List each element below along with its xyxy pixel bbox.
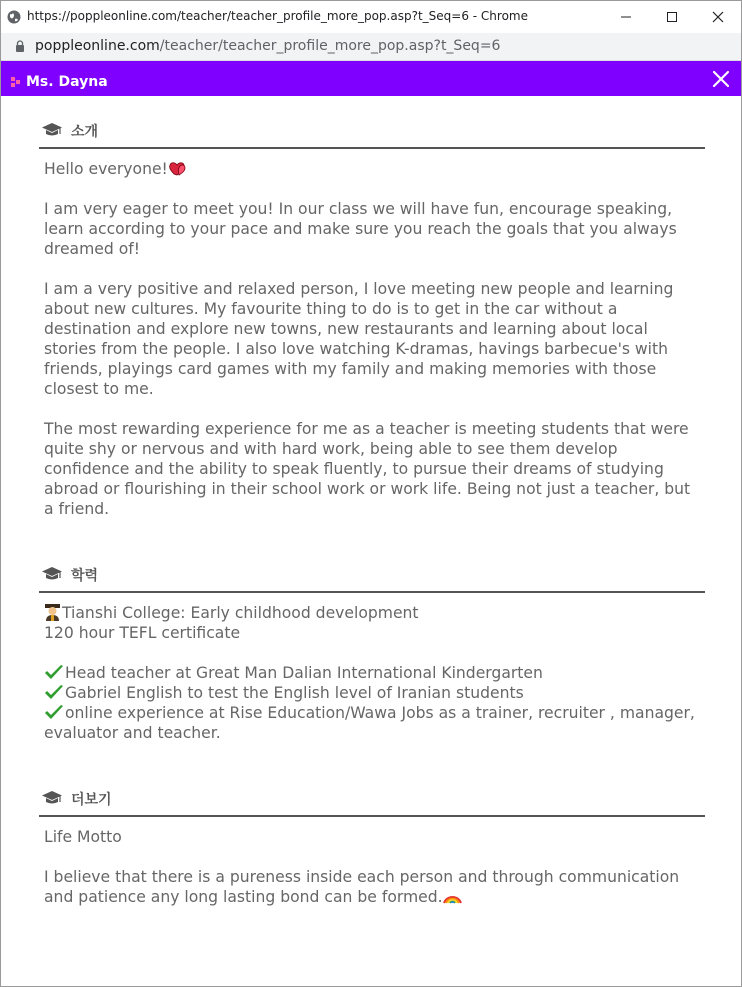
url-host: poppleonline.com: [35, 38, 160, 54]
section-title: 더보기: [71, 792, 112, 808]
intro-paragraph: I am very eager to meet you! In our class we will have fun, encourage speaking, learn according to your pace and make sure you reach the goals that you always dreamed of!: [44, 200, 677, 258]
profile-content: [39, 97, 705, 907]
section-header-more: [39, 779, 705, 817]
experience-text: online experience at Rise Education/Wawa Jobs as a trainer, recruiter , manager, evaluator and teacher.: [44, 704, 695, 742]
window-close-button[interactable]: [695, 1, 741, 33]
experience-item: [44, 683, 700, 703]
heart-icon: [168, 160, 187, 176]
section-header-education: [39, 555, 705, 593]
address-bar[interactable]: [1, 33, 741, 61]
close-icon: [712, 11, 724, 23]
window-title: https://poppleonline.com/teacher/teacher_profile_more_pop.asp?t_Seq=6 - Chrome: [27, 9, 528, 23]
degree-line: [44, 603, 700, 623]
teacher-name: Ms. Dayna: [26, 74, 108, 90]
check-icon: [44, 664, 64, 680]
dots-icon: [11, 77, 21, 87]
experience-text: Gabriel English to test the English level of Iranian students: [65, 684, 524, 702]
check-icon: [44, 704, 64, 720]
popup-header: [1, 61, 741, 96]
intro-paragraph: I am a very positive and relaxed person, I love meeting new people and learning about new cultures. My favourite thing to do is to get in the car without a destination and explore new towns, new restaurants and learning about local stories from the people. I also love watching K-dramas, havings barbecue's with friends, playings card games with my family and making memories with those closest to me.: [44, 280, 674, 398]
close-icon[interactable]: [711, 69, 731, 89]
graduation-cap-icon: [42, 123, 62, 137]
maximize-icon: [666, 11, 678, 23]
url-path: /teacher/teacher_profile_more_pop.asp?t_Seq=6: [159, 38, 501, 54]
minimize-icon: [620, 11, 632, 23]
maximize-button[interactable]: [649, 1, 695, 33]
greeting-text: Hello everyone!: [44, 160, 168, 178]
section-title: 학력: [71, 568, 99, 584]
motto-line: [44, 867, 700, 907]
graduate-icon: [44, 603, 61, 621]
graduation-cap-icon: [42, 567, 62, 581]
intro-body: [39, 149, 705, 519]
rainbow-icon: [443, 888, 462, 904]
intro-paragraph: The most rewarding experience for me as a teacher is meeting students that were quite shy or nervous and with hard work, being able to see them develop confidence and the ability to speak fluently, to pursue their dreams of studying abroad or flourishing in their school work or work life. Being not just a teacher, but a friend.: [44, 420, 691, 518]
window-titlebar[interactable]: [1, 1, 741, 33]
experience-item: [44, 663, 700, 683]
experience-item: [44, 703, 700, 743]
experience-text: Head teacher at Great Man Dalian International Kindergarten: [65, 664, 543, 682]
certificate-line: 120 hour TEFL certificate: [44, 624, 241, 642]
globe-icon: [7, 10, 21, 24]
intro-greeting: [44, 159, 700, 179]
url-text[interactable]: [35, 38, 500, 54]
motto-label: Life Motto: [44, 828, 122, 846]
minimize-button[interactable]: [603, 1, 649, 33]
more-body: [39, 817, 705, 907]
graduation-cap-icon: [42, 791, 62, 805]
lock-icon: [15, 40, 25, 52]
motto-text: I believe that there is a pureness inside each person and through communication and patience any long lasting bond can be formed.: [44, 868, 680, 906]
education-body: [39, 593, 705, 743]
section-header-intro: [39, 97, 705, 149]
check-icon: [44, 684, 64, 700]
degree-text: Tianshi College: Early childhood development: [62, 604, 419, 622]
section-title: 소개: [71, 124, 99, 140]
